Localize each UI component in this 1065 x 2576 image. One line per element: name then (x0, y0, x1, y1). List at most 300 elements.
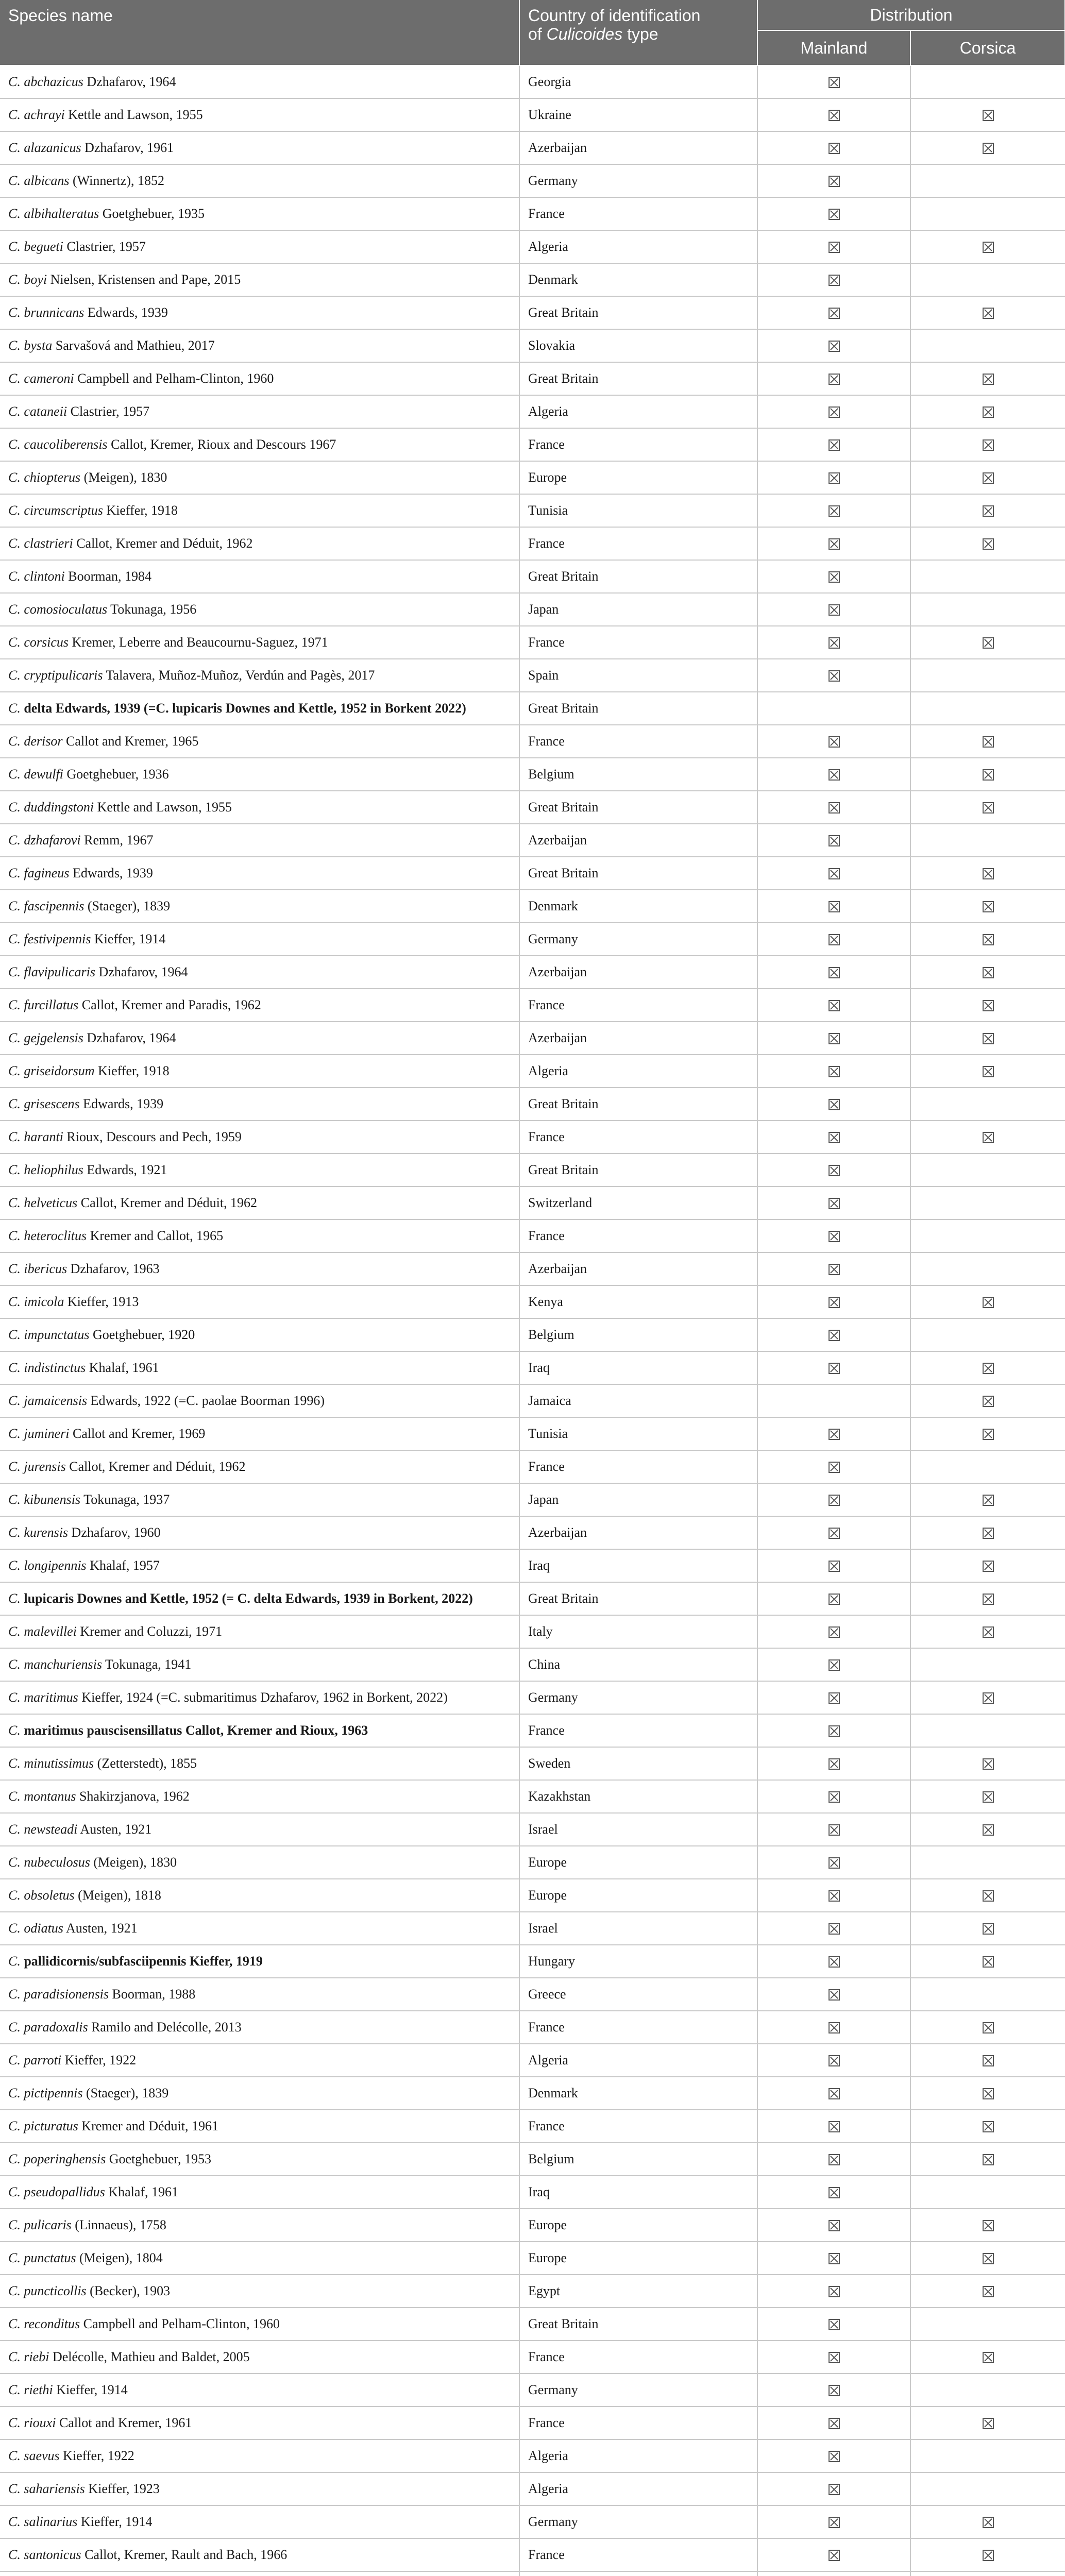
checked-box-icon (829, 538, 840, 550)
table-row (0, 1912, 1065, 1945)
corsica-cell (910, 296, 1065, 329)
mainland-cell (757, 1813, 910, 1846)
species-authority: Goetghebuer, 1935 (99, 206, 205, 221)
species-name-cell (0, 1351, 519, 1384)
species-authority: Callot, Kremer, Rault and Bach, 1966 (81, 2547, 288, 2562)
species-name-cell (0, 2176, 519, 2209)
species-name-cell (0, 725, 519, 758)
species-epithet: heliophilus (24, 1162, 83, 1177)
species-authority: Kremer and Déduit, 1961 (78, 2119, 218, 2133)
country-cell: France (519, 428, 757, 461)
table-row (0, 2308, 1065, 2341)
species-authority: (Meigen), 1818 (74, 1888, 161, 1903)
mainland-cell (757, 2143, 910, 2176)
mainland-cell (757, 1219, 910, 1252)
species-name-cell (0, 362, 519, 395)
genus-abbrev: C. (8, 1459, 21, 1474)
species-epithet: longipennis (24, 1558, 87, 1573)
species-authority: Callot and Kremer, 1965 (62, 734, 199, 749)
table-row (0, 1088, 1065, 1121)
corsica-cell (910, 164, 1065, 197)
species-name-cell (0, 2341, 519, 2374)
species-epithet: saevus (24, 2448, 60, 2463)
species-authority: Sarvašová and Mathieu, 2017 (52, 338, 215, 353)
table-row (0, 1780, 1065, 1813)
table-row (0, 560, 1065, 593)
table-row (0, 1285, 1065, 1318)
species-epithet: caucoliberensis (24, 437, 108, 452)
species-authority: Kieffer, 1919 (186, 1954, 263, 1969)
table-row (0, 2044, 1065, 2077)
species-name-cell (0, 329, 519, 362)
species-authority: Talavera, Muñoz-Muñoz, Verdún and Pagès, 2017 (103, 668, 375, 683)
country-cell: Israel (519, 1813, 757, 1846)
mainland-cell (757, 1384, 910, 1417)
country-cell: Algeria (519, 395, 757, 428)
mainland-cell (757, 1318, 910, 1351)
checked-box-icon (829, 835, 840, 846)
checked-box-icon (983, 1132, 994, 1143)
checked-box-icon (983, 1824, 994, 1836)
table-row (0, 1187, 1065, 1219)
species-authority: (Staeger), 1839 (84, 899, 171, 913)
species-epithet: helveticus (24, 1195, 78, 1210)
mainland-cell (757, 2110, 910, 2143)
checked-box-icon (829, 406, 840, 418)
checked-box-icon (983, 1033, 994, 1044)
genus-abbrev: C. (8, 964, 21, 979)
species-name-cell (0, 2011, 519, 2044)
corsica-cell (910, 1747, 1065, 1780)
header-corsica: Corsica (910, 30, 1065, 65)
species-epithet: malevillei (24, 1624, 77, 1639)
genus-abbrev: C. (8, 1690, 21, 1705)
species-epithet: gejgelensis (24, 1030, 83, 1045)
country-cell: Europe (519, 1879, 757, 1912)
species-epithet: indistinctus (24, 1360, 86, 1375)
checked-box-icon (983, 736, 994, 748)
species-name-cell (0, 1879, 519, 1912)
species-authority: Goetghebuer, 1953 (106, 2151, 211, 2166)
species-epithet: sahariensis (24, 2481, 85, 2496)
checked-box-icon (829, 1429, 840, 1440)
mainland-cell (757, 1417, 910, 1450)
species-name-cell (0, 2308, 519, 2341)
species-authority: Kremer and Callot, 1965 (87, 1228, 224, 1243)
mainland-cell (757, 1154, 910, 1187)
country-cell: Algeria (519, 2472, 757, 2505)
species-authority: Kieffer, 1914 (53, 2382, 128, 2397)
corsica-cell (910, 329, 1065, 362)
species-authority: Edwards, 1939 (=C. lupicaris Downes and Kettle, 1952 in Borkent 2022) (52, 701, 466, 716)
mainland-cell (757, 593, 910, 626)
checked-box-icon (829, 1824, 840, 1836)
genus-abbrev: C. (8, 371, 21, 386)
table-row (0, 857, 1065, 890)
country-cell (519, 2571, 757, 2576)
country-cell: Algeria (519, 2044, 757, 2077)
genus-abbrev: C. (8, 1789, 21, 1804)
mainland-cell (757, 1483, 910, 1516)
checked-box-icon (983, 1890, 994, 1902)
species-epithet: lupicaris (24, 1591, 74, 1606)
species-epithet: pictipennis (24, 2086, 83, 2100)
corsica-cell (910, 2143, 1065, 2176)
genus-abbrev: C. (8, 1426, 21, 1441)
checked-box-icon (983, 406, 994, 418)
table-row (0, 956, 1065, 989)
checked-box-icon (829, 901, 840, 912)
corsica-cell (910, 461, 1065, 494)
country-cell: Azerbaijan (519, 956, 757, 989)
genus-abbrev: C. (8, 833, 21, 848)
table-row (0, 692, 1065, 725)
checked-box-icon (829, 209, 840, 220)
checked-box-icon (829, 2550, 840, 2561)
corsica-cell (910, 1154, 1065, 1187)
corsica-cell (910, 659, 1065, 692)
table-row (0, 461, 1065, 494)
species-name-cell (0, 395, 519, 428)
species-epithet: kurensis (24, 1525, 69, 1540)
table-row (0, 2077, 1065, 2110)
corsica-cell (910, 1055, 1065, 1088)
species-authority: Shakirzjanova, 1962 (76, 1789, 190, 1804)
species-name-cell (0, 1780, 519, 1813)
species-name-cell (0, 560, 519, 593)
checked-box-icon (829, 1462, 840, 1473)
corsica-cell (910, 1088, 1065, 1121)
species-authority: Callot, Kremer and Rioux, 1963 (182, 1723, 368, 1738)
mainland-cell (757, 2176, 910, 2209)
checked-box-icon (829, 308, 840, 319)
table-row (0, 1846, 1065, 1879)
genus-abbrev: C. (8, 767, 21, 782)
table-row (0, 131, 1065, 164)
country-cell: Great Britain (519, 692, 757, 725)
species-authority: (Staeger), 1839 (82, 2086, 169, 2100)
species-epithet: paradoxalis (24, 2020, 88, 2035)
species-epithet: flavipulicaris (24, 964, 96, 979)
checked-box-icon (829, 736, 840, 748)
species-name-cell (0, 1318, 519, 1351)
species-authority: Callot, Kremer, Rioux and Descours 1967 (107, 437, 336, 452)
country-cell: Georgia (519, 65, 757, 98)
genus-abbrev: C. (8, 1558, 21, 1573)
species-name-cell (0, 2439, 519, 2472)
genus-abbrev: C. (8, 1921, 21, 1936)
species-name-cell (0, 626, 519, 659)
checked-box-icon (829, 769, 840, 781)
checked-box-icon (983, 1066, 994, 1077)
mainland-cell (757, 758, 910, 791)
mainland-cell (757, 461, 910, 494)
species-epithet: alazanicus (24, 140, 81, 155)
mainland-cell (757, 560, 910, 593)
mainland-cell (757, 2571, 910, 2576)
country-cell: Spain (519, 659, 757, 692)
genus-abbrev: C. (8, 800, 21, 815)
checked-box-icon (829, 2517, 840, 2528)
header-mainland: Mainland (757, 30, 910, 65)
species-epithet: achrayi (24, 107, 65, 122)
species-authority: Clastrier, 1957 (67, 404, 150, 419)
species-authority: Callot, Kremer and Déduit, 1962 (65, 1459, 246, 1474)
country-cell: France (519, 1450, 757, 1483)
species-name-cell (0, 1285, 519, 1318)
table-row (0, 296, 1065, 329)
species-epithet: riebi (24, 2349, 49, 2364)
country-cell: Great Britain (519, 1154, 757, 1187)
checked-box-icon (829, 2154, 840, 2165)
species-epithet: heteroclitus (24, 1228, 87, 1243)
country-cell: France (519, 989, 757, 1022)
species-name-cell (0, 1450, 519, 1483)
species-name-cell (0, 1582, 519, 1615)
country-cell: France (519, 2110, 757, 2143)
table-row (0, 626, 1065, 659)
mainland-cell (757, 2341, 910, 2374)
corsica-cell (910, 98, 1065, 131)
checked-box-icon (983, 110, 994, 121)
species-name-cell (0, 197, 519, 230)
checked-box-icon (983, 2220, 994, 2231)
table-row (0, 824, 1065, 857)
species-authority: Dzhafarov, 1963 (67, 1261, 160, 1276)
country-cell: Great Britain (519, 1582, 757, 1615)
table-row (0, 2110, 1065, 2143)
mainland-cell (757, 1978, 910, 2011)
checked-box-icon (983, 439, 994, 451)
checked-box-icon (829, 637, 840, 649)
country-cell: France (519, 2406, 757, 2439)
species-authority: Clastrier, 1957 (63, 239, 146, 254)
species-authority: Kieffer, 1918 (94, 1063, 170, 1078)
genus-abbrev: C. (8, 74, 21, 89)
table-row (0, 725, 1065, 758)
species-authority: Callot, Kremer and Déduit, 1962 (73, 536, 253, 551)
country-cell: Tunisia (519, 1417, 757, 1450)
mainland-cell (757, 659, 910, 692)
country-cell: Denmark (519, 890, 757, 923)
species-name-cell (0, 164, 519, 197)
checked-box-icon (983, 769, 994, 781)
genus-abbrev: C. (8, 1657, 21, 1672)
genus-abbrev: C. (8, 272, 21, 287)
checked-box-icon (829, 1594, 840, 1605)
checked-box-icon (983, 2352, 994, 2363)
country-cell: France (519, 1121, 757, 1154)
checked-box-icon (829, 1791, 840, 1803)
table-row (0, 1549, 1065, 1582)
corsica-cell (910, 1351, 1065, 1384)
table-row (0, 1582, 1065, 1615)
species-authority: (Meigen), 1804 (76, 2250, 163, 2265)
table-row (0, 1615, 1065, 1648)
corsica-cell (910, 2571, 1065, 2576)
species-name-cell (0, 1945, 519, 1978)
mainland-cell (757, 1714, 910, 1747)
species-epithet: griseidorsum (24, 1063, 95, 1078)
checked-box-icon (983, 967, 994, 978)
table-row (0, 1813, 1065, 1846)
genus-abbrev: C. (8, 1888, 21, 1903)
species-authority: Edwards, 1939 (79, 1096, 164, 1111)
table-row (0, 1055, 1065, 1088)
table-row (0, 1945, 1065, 1978)
species-authority: Kieffer, 1913 (64, 1294, 139, 1309)
country-cell: Kenya (519, 1285, 757, 1318)
genus-abbrev: C. (8, 1756, 21, 1771)
mainland-cell (757, 164, 910, 197)
checked-box-icon (983, 1923, 994, 1935)
table-body (0, 65, 1065, 2576)
genus-abbrev: C. (8, 2250, 21, 2265)
country-cell: France (519, 1219, 757, 1252)
table-row (0, 1384, 1065, 1417)
genus-abbrev: C. (8, 668, 21, 683)
species-epithet: santonicus (24, 2547, 81, 2562)
country-cell: France (519, 2011, 757, 2044)
country-cell: Greece (519, 1978, 757, 2011)
table-row (0, 98, 1065, 131)
checked-box-icon (829, 1231, 840, 1242)
country-cell: Hungary (519, 1945, 757, 1978)
species-authority: Edwards, 1939 (84, 305, 168, 320)
corsica-cell (910, 560, 1065, 593)
species-epithet: fagineus (24, 866, 70, 880)
corsica-cell (910, 2044, 1065, 2077)
country-cell: Great Britain (519, 362, 757, 395)
checked-box-icon (829, 1857, 840, 1869)
species-authority: Kremer and Coluzzi, 1971 (76, 1624, 223, 1639)
species-epithet: obsoletus (24, 1888, 75, 1903)
table-row (0, 2571, 1065, 2576)
species-authority: Campbell and Pelham-Clinton, 1960 (74, 371, 274, 386)
checked-box-icon (829, 1626, 840, 1638)
country-cell: Belgium (519, 2143, 757, 2176)
corsica-cell (910, 230, 1065, 263)
mainland-cell (757, 692, 910, 725)
checked-box-icon (983, 1791, 994, 1803)
species-epithet: reconditus (24, 2316, 80, 2331)
species-name-cell (0, 2571, 519, 2576)
species-authority: Boorman, 1988 (109, 1987, 196, 2002)
species-epithet: cryptipulicaris (24, 668, 103, 683)
checked-box-icon (829, 1363, 840, 1374)
checked-box-icon (829, 802, 840, 814)
corsica-cell (910, 494, 1065, 527)
header-species-name: Species name (0, 0, 519, 65)
species-epithet: chiopterus (24, 470, 81, 485)
checked-box-icon (829, 1989, 840, 2001)
table-row (0, 923, 1065, 956)
species-name-cell (0, 461, 519, 494)
species-epithet: jurensis (24, 1459, 66, 1474)
mainland-cell (757, 1351, 910, 1384)
species-authority: Edwards, 1921 (83, 1162, 167, 1177)
species-name-cell (0, 923, 519, 956)
table-row (0, 197, 1065, 230)
checked-box-icon (983, 1758, 994, 1770)
table-row (0, 2505, 1065, 2538)
mainland-cell (757, 1846, 910, 1879)
genus-abbrev: C. (8, 173, 21, 188)
genus-abbrev: C. (8, 140, 21, 155)
species-epithet: delta (24, 701, 53, 716)
corsica-cell (910, 362, 1065, 395)
species-authority: Austen, 1921 (77, 1822, 152, 1837)
checked-box-icon (829, 1132, 840, 1143)
genus-abbrev: C. (8, 239, 21, 254)
mainland-cell (757, 197, 910, 230)
mainland-cell (757, 989, 910, 1022)
table-row (0, 1879, 1065, 1912)
corsica-cell (910, 2242, 1065, 2275)
genus-abbrev: C. (8, 470, 21, 485)
species-epithet: impunctatus (24, 1327, 90, 1342)
genus-abbrev: C. (8, 1492, 21, 1507)
table-row (0, 2406, 1065, 2439)
genus-abbrev: C. (8, 2119, 21, 2133)
checked-box-icon (983, 934, 994, 945)
species-name-cell (0, 758, 519, 791)
species-epithet: puncticollis (24, 2283, 87, 2298)
country-cell: Switzerland (519, 1187, 757, 1219)
country-cell: Europe (519, 2242, 757, 2275)
checked-box-icon (983, 1528, 994, 1539)
checked-box-icon (983, 1429, 994, 1440)
mainland-cell (757, 890, 910, 923)
corsica-cell (910, 1417, 1065, 1450)
mainland-cell (757, 791, 910, 824)
species-authority: Goetghebuer, 1920 (89, 1327, 195, 1342)
corsica-cell (910, 1219, 1065, 1252)
species-name-cell (0, 1648, 519, 1681)
table-row (0, 395, 1065, 428)
table-row (0, 1219, 1065, 1252)
species-name-cell (0, 956, 519, 989)
table-row (0, 1516, 1065, 1549)
species-epithet: bysta (24, 338, 53, 353)
corsica-cell (910, 2341, 1065, 2374)
species-name-cell (0, 1681, 519, 1714)
species-name-cell (0, 428, 519, 461)
country-cell: France (519, 626, 757, 659)
checked-box-icon (829, 1198, 840, 1209)
species-epithet: fascipennis (24, 899, 84, 913)
checked-box-icon (829, 1528, 840, 1539)
mainland-cell (757, 923, 910, 956)
checked-box-icon (829, 275, 840, 286)
country-cell: France (519, 527, 757, 560)
checked-box-icon (983, 505, 994, 517)
checked-box-icon (829, 374, 840, 385)
species-epithet: cataneii (24, 404, 67, 419)
species-name-cell (0, 2406, 519, 2439)
species-name-cell (0, 2505, 519, 2538)
mainland-cell (757, 2439, 910, 2472)
mainland-cell (757, 2242, 910, 2275)
mainland-cell (757, 428, 910, 461)
country-cell: Sweden (519, 1747, 757, 1780)
table-row (0, 1450, 1065, 1483)
checked-box-icon (829, 2352, 840, 2363)
species-epithet: odiatus (24, 1921, 63, 1936)
country-cell: Azerbaijan (519, 1022, 757, 1055)
mainland-cell (757, 527, 910, 560)
species-name-cell (0, 2275, 519, 2308)
